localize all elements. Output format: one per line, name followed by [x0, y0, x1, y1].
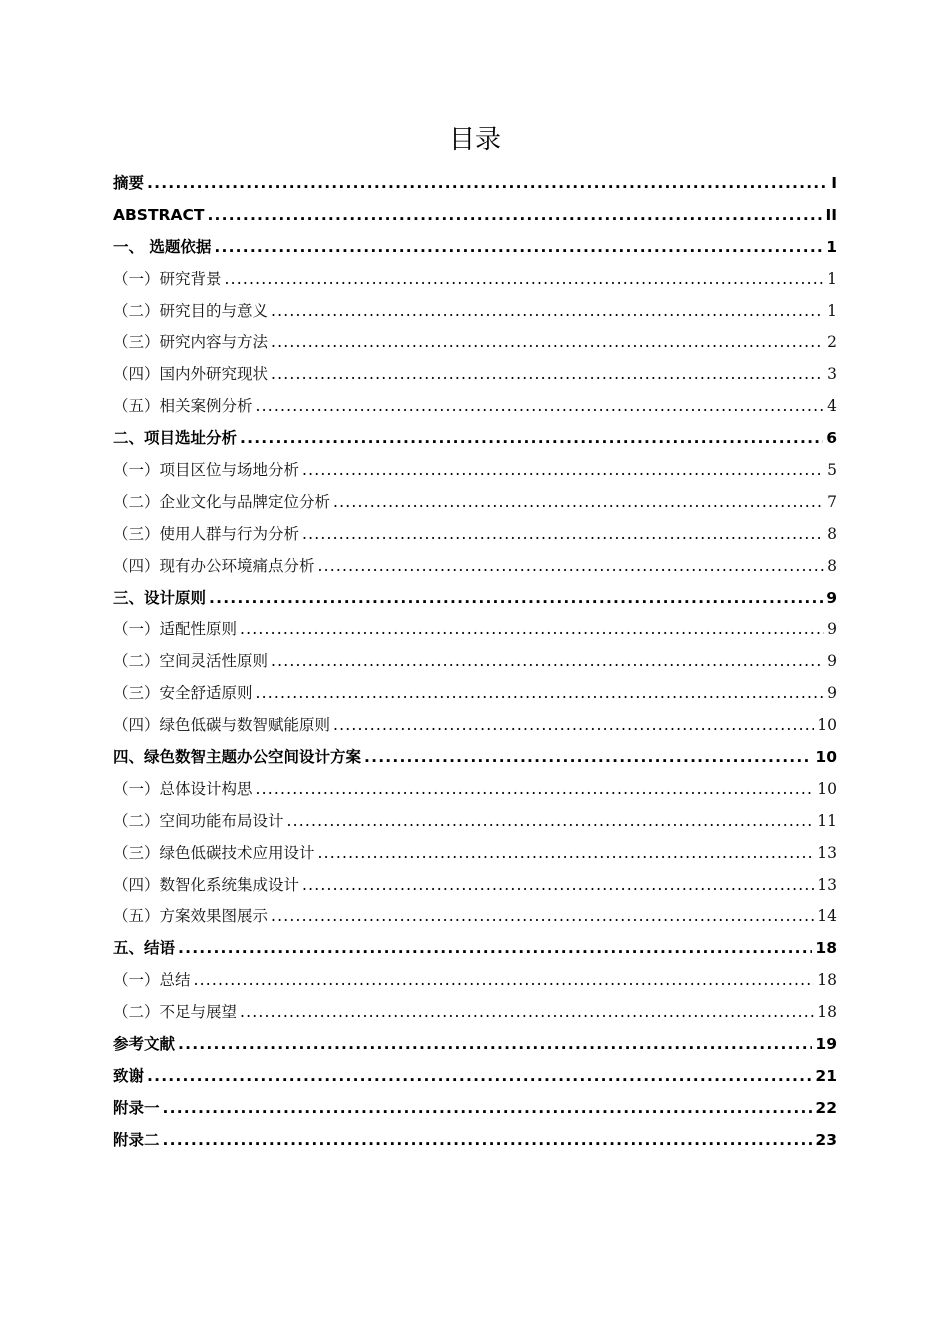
dot-leader	[214, 232, 823, 264]
toc-list	[113, 168, 837, 1157]
dot-leader	[271, 296, 824, 328]
toc-entry-label: （一）适配性原则	[113, 620, 238, 639]
toc-entry-page-number: 8	[827, 524, 837, 543]
toc-entry-label: （二）研究目的与意义	[113, 301, 269, 320]
dot-leader	[271, 646, 824, 678]
dot-leader	[209, 583, 823, 615]
toc-entry-page-number: I	[831, 174, 837, 192]
toc-entry-section[interactable]	[113, 359, 837, 391]
dot-leader	[318, 838, 815, 870]
toc-entry-page-number: 10	[817, 716, 837, 735]
toc-entry-label: （五）方案效果图展示	[113, 907, 269, 926]
toc-entry-label: （二）企业文化与品牌定位分析	[113, 492, 331, 511]
toc-entry-label: 附录一	[113, 1098, 160, 1117]
toc-entry-page-number: 10	[815, 748, 837, 767]
toc-entry-section[interactable]	[113, 614, 837, 646]
dot-leader	[271, 901, 814, 933]
toc-entry-label: 二、项目选址分析	[113, 429, 238, 448]
toc-entry-label: （二）空间灵活性原则	[113, 652, 269, 671]
toc-entry-page-number: 18	[817, 1003, 837, 1022]
toc-entry-label: 致谢	[113, 1066, 145, 1085]
toc-entry-label: （五）相关案例分析	[113, 397, 253, 416]
dot-leader	[364, 742, 812, 774]
toc-entry-page-number: 1	[827, 301, 837, 320]
dot-leader	[302, 455, 824, 487]
toc-entry-section[interactable]	[113, 806, 837, 838]
toc-entry-label: （一）项目区位与场地分析	[113, 461, 300, 480]
toc-entry-page-number: 3	[827, 365, 837, 384]
dot-leader	[240, 614, 824, 646]
toc-entry-page-number: 8	[827, 556, 837, 575]
dot-leader	[240, 997, 814, 1029]
toc-entry-page-number: 11	[817, 811, 837, 830]
toc-entry-page-number: 13	[817, 843, 837, 862]
toc-entry-label: 四、绿色数智主题办公空间设计方案	[113, 748, 362, 767]
toc-entry-label: （四）国内外研究现状	[113, 365, 269, 384]
dot-leader	[271, 359, 824, 391]
toc-entry-page-number: 23	[815, 1130, 837, 1149]
dot-leader	[194, 965, 815, 997]
dot-leader	[302, 870, 814, 902]
dot-leader	[207, 200, 822, 232]
toc-entry-section[interactable]	[113, 646, 837, 678]
toc-title: 目录	[448, 125, 501, 155]
toc-entry-chapter[interactable]	[113, 1125, 837, 1157]
toc-entry-page-number: 1	[826, 237, 837, 256]
toc-entry-chapter[interactable]	[113, 1061, 837, 1093]
dot-leader	[178, 1029, 812, 1061]
toc-entry-label: （一）总结	[113, 971, 191, 990]
dot-leader	[333, 487, 824, 519]
dot-leader	[225, 264, 825, 296]
dot-leader	[287, 806, 815, 838]
toc-entry-label: （一）总体设计构思	[113, 779, 253, 798]
toc-entry-page-number: 1	[827, 269, 837, 288]
toc-entry-label: 附录二	[113, 1130, 160, 1149]
dot-leader	[318, 551, 825, 583]
toc-entry-section[interactable]	[113, 455, 837, 487]
toc-entry-section[interactable]	[113, 901, 837, 933]
toc-entry-label: 五、结语	[113, 939, 176, 958]
dot-leader	[256, 391, 825, 423]
toc-entry-section[interactable]	[113, 487, 837, 519]
dot-leader	[271, 327, 824, 359]
toc-entry-page-number: 13	[817, 875, 837, 894]
dot-leader	[178, 933, 812, 965]
dot-leader	[302, 519, 824, 551]
toc-entry-chapter[interactable]	[113, 1029, 837, 1061]
toc-entry-chapter[interactable]	[113, 1093, 837, 1125]
toc-entry-page-number: 9	[827, 684, 837, 703]
toc-entry-section[interactable]	[113, 296, 837, 328]
toc-entry-page-number: 9	[827, 652, 837, 671]
toc-entry-section[interactable]	[113, 870, 837, 902]
toc-entry-section[interactable]	[113, 264, 837, 296]
toc-entry-section[interactable]	[113, 710, 837, 742]
toc-entry-section[interactable]	[113, 838, 837, 870]
toc-entry-label: （四）现有办公环境痛点分析	[113, 556, 315, 575]
toc-entry-chapter[interactable]	[113, 742, 837, 774]
toc-entry-label: ABSTRACT	[113, 205, 205, 224]
toc-entry-label: （三）使用人群与行为分析	[113, 524, 300, 543]
toc-entry-page-number: 22	[815, 1098, 837, 1117]
toc-entry-page-number: 10	[817, 779, 837, 798]
toc-entry-label: （二）不足与展望	[113, 1003, 238, 1022]
toc-entry-chapter[interactable]	[113, 583, 837, 615]
toc-entry-page-number: 4	[827, 397, 837, 416]
toc-entry-page-number: 14	[817, 907, 837, 926]
toc-entry-page-number: 6	[826, 429, 837, 448]
dot-leader	[147, 1061, 812, 1093]
toc-entry-label: （二）空间功能布局设计	[113, 811, 284, 830]
dot-leader	[256, 678, 825, 710]
toc-entry-section[interactable]	[113, 965, 837, 997]
toc-entry-label: （三）安全舒适原则	[113, 684, 253, 703]
toc-entry-page-number: 7	[827, 492, 837, 511]
toc-entry-section[interactable]	[113, 519, 837, 551]
toc-entry-page-number: 9	[826, 588, 837, 607]
toc-entry-chapter[interactable]	[113, 423, 837, 455]
toc-entry-chapter[interactable]	[113, 200, 837, 232]
toc-entry-page-number: II	[825, 205, 837, 224]
toc-entry-label: （四）数智化系统集成设计	[113, 875, 300, 894]
toc-entry-label: 摘要	[113, 174, 145, 192]
toc-entry-page-number: 19	[815, 1035, 837, 1054]
toc-entry-label: 一、 选题依据	[113, 237, 212, 256]
toc-entry-section[interactable]	[113, 391, 837, 423]
toc-entry-page-number: 18	[817, 971, 837, 990]
toc-entry-chapter[interactable]	[113, 168, 837, 200]
dot-leader	[333, 710, 814, 742]
toc-entry-page-number: 5	[827, 461, 837, 480]
toc-entry-section[interactable]	[113, 774, 837, 806]
toc-entry-page-number: 2	[827, 333, 837, 352]
toc-entry-label: 三、设计原则	[113, 588, 207, 607]
toc-entry-section[interactable]	[113, 678, 837, 710]
toc-entry-label: （三）研究内容与方法	[113, 333, 269, 352]
toc-entry-label: （一）研究背景	[113, 269, 222, 288]
toc-entry-section[interactable]	[113, 327, 837, 359]
toc-entry-page-number: 9	[827, 620, 837, 639]
dot-leader	[147, 168, 828, 200]
toc-entry-chapter[interactable]	[113, 232, 837, 264]
dot-leader	[240, 423, 823, 455]
toc-entry-label: （三）绿色低碳技术应用设计	[113, 843, 315, 862]
toc-entry-chapter[interactable]	[113, 933, 837, 965]
toc-entry-page-number: 21	[815, 1066, 837, 1085]
toc-entry-page-number: 18	[815, 939, 837, 958]
dot-leader	[256, 774, 815, 806]
toc-entry-label: 参考文献	[113, 1035, 176, 1054]
toc-entry-section[interactable]	[113, 551, 837, 583]
dot-leader	[163, 1093, 813, 1125]
dot-leader	[163, 1125, 813, 1157]
toc-entry-section[interactable]	[113, 997, 837, 1029]
toc-entry-label: （四）绿色低碳与数智赋能原则	[113, 716, 331, 735]
